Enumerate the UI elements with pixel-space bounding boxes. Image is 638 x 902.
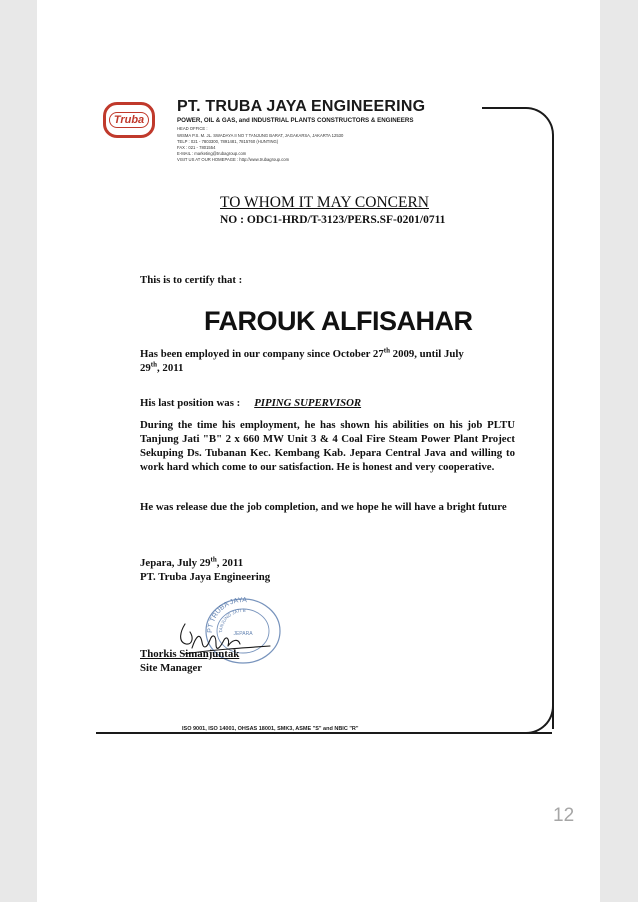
footer-line — [172, 732, 552, 734]
letter-date: Jepara, July 29th, 2011 — [140, 555, 244, 569]
signatory-title: Site Manager — [140, 662, 203, 674]
company-name: PT. TRUBA JAYA ENGINEERING — [177, 98, 426, 115]
employment-description: During the time his employment, he has shown his abilities on his job PLTU Tanjung Jati "B" 2 x 660 MW Unit 3 & 4 Coal Fire Steam Power Plant Project Sekuping Ds. Tubanan Kec. Kembang Kab. Jepara Central Java and willing to work hard which come to our satisfaction. He is honest and very cooperative. — [140, 419, 515, 473]
position-value: PIPING SUPERVISOR — [254, 397, 362, 409]
address-line: HEAD OFFICE : — [177, 126, 208, 131]
footer-line — [96, 732, 172, 734]
stamp-outer-text: PT TRUBA JAYA — [206, 596, 248, 634]
letter-number: NO : ODC1-HRD/T-3123/PERS.SF-0201/0711 — [220, 214, 446, 226]
signatory-name: Thorkis Simanjuntak — [140, 648, 240, 660]
address-line: WISMA P.S. M. JL. SWADAYA II NO 7 TANJUNG BARAT, JAGAKARSA, JAKARTA 12530 — [177, 133, 344, 138]
logo-text: Truba — [109, 112, 149, 128]
page-number: 12 — [553, 805, 575, 826]
letter-title: TO WHOM IT MAY CONCERN — [220, 194, 429, 211]
certify-line: This is to certify that : — [140, 274, 243, 286]
address-line: VISIT US AT OUR HOMEPAGE : http://www.trubagroup.com — [177, 157, 290, 162]
address-line: TELP : 021 - 7803300, 7891481, 7815760 (HUNTING) — [177, 139, 279, 144]
address-line: FAX : 021 - 7801554 — [177, 145, 216, 150]
truba-logo — [103, 102, 155, 138]
company-signature-line: PT. Truba Jaya Engineering — [140, 571, 271, 583]
last-position: His last position was : PIPING SUPERVISOR — [140, 397, 362, 409]
employment-period: Has been employed in our company since October 27th 2009, until July 29th, 2011 — [140, 346, 464, 374]
certifications-footer: ISO 9001, ISO 14001, OHSAS 18001, SMK3, ASME "S" and NBIC "R" — [178, 726, 363, 732]
stamp-inner-text: TANJUNG JATI B — [217, 607, 246, 634]
stamp-center-text: JEPARA — [233, 631, 253, 637]
closing-paragraph: He was release due the job completion, and we hope he will have a bright future — [140, 501, 507, 513]
company-subtitle: POWER, OIL & GAS, and INDUSTRIAL PLANTS CONSTRUCTORS & ENGINEERS — [177, 117, 414, 124]
address-line: E-MAIL : marketing@trubagroup.com — [177, 151, 247, 156]
employee-name: FAROUK ALFISAHAR — [204, 306, 473, 336]
